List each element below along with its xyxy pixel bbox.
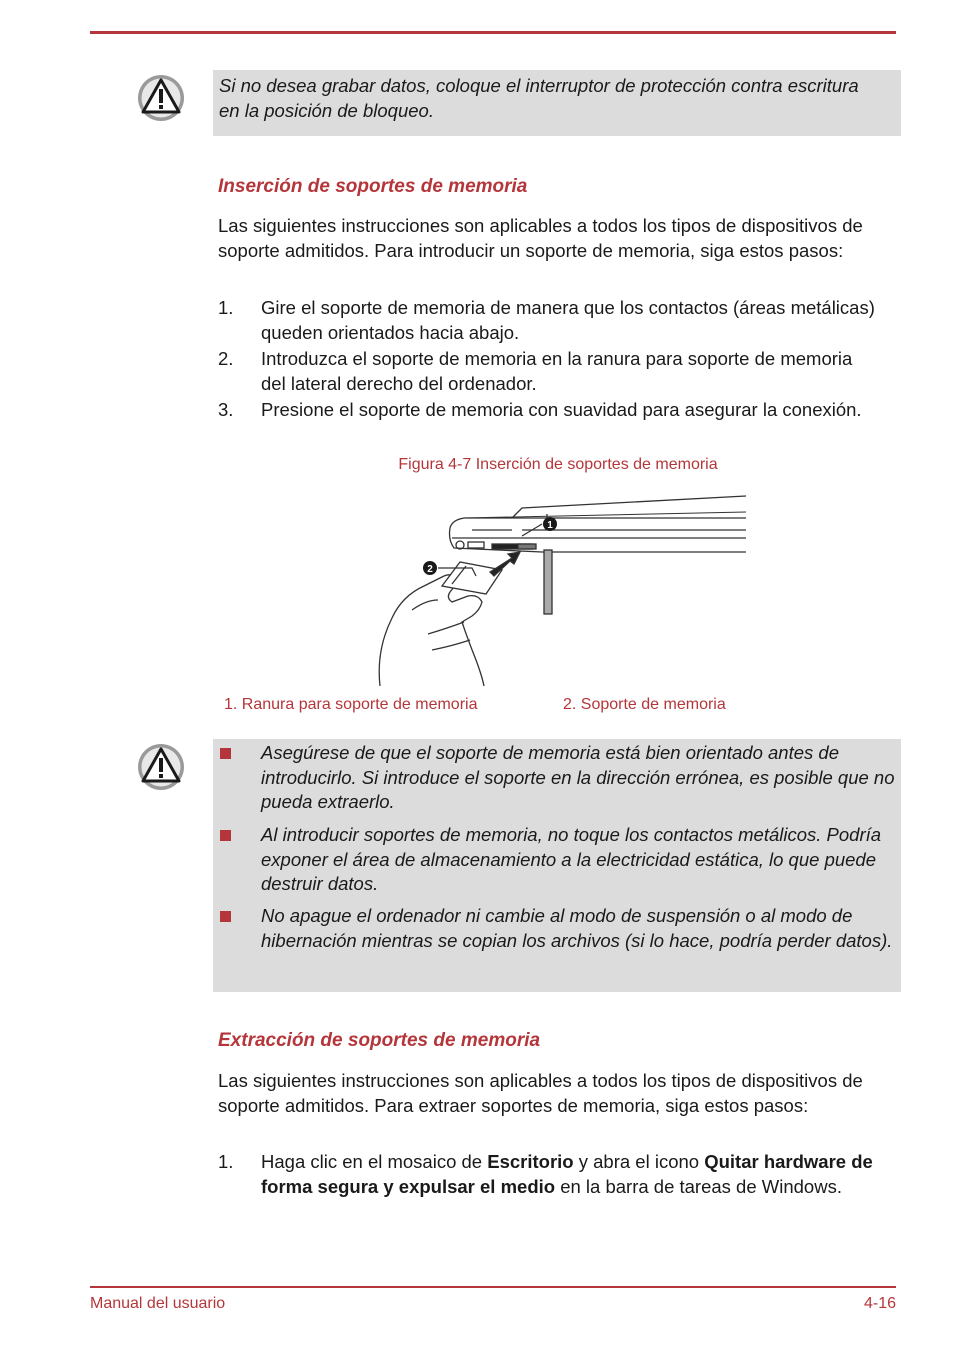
step-text: Introduzca el soporte de memoria en la ranura para soporte de memoria del lateral derecho del ordenador. [261,348,853,394]
page-number: 4-16 [863,1295,896,1312]
memory-card-insertion-illustration [372,490,746,686]
safely-remove-icon-term: Quitar hardware de forma segura y expulsar el medio [261,1151,873,1197]
step-number: 2. [218,348,234,369]
insertion-heading: Inserción de soportes de memoria [218,176,528,197]
insertion-intro: Las siguientes instrucciones son aplicables a todos los tipos de dispositivos de soporte admitidos. Para introducir un soporte de memoria, siga estos pasos: [218,215,863,261]
bullet-square-icon [220,830,231,841]
header-rule [90,31,896,34]
legend-item-card: 2. Soporte de memoria [563,696,726,713]
extraction-heading: Extracción de soportes de memoria [218,1030,541,1051]
desktop-tile-term: Escritorio [487,1151,574,1172]
callout-1: 1 [547,520,553,531]
step-number: 3. [218,399,234,420]
bullet-text: No apague el ordenador ni cambie al modo de suspensión o al modo de hibernación mientras se copian los archivos (si lo hace, podría perder datos). [261,905,893,951]
extraction-intro: Las siguientes instrucciones son aplicables a todos los tipos de dispositivos de soporte admitidos. Para extraer soportes de memoria, siga estos pasos: [218,1070,863,1116]
figure-caption: Figura 4-7 Inserción de soportes de memoria [398,456,718,473]
callout-2: 2 [427,564,433,575]
bullet-square-icon [220,911,231,922]
step-text: Haga clic en el mosaico de Escritorio y abra el icono Quitar hardware de forma segura y expulsar el medio en la barra de tareas de Windows. [261,1151,873,1197]
legend-item-slot: 1. Ranura para soporte de memoria [224,696,478,713]
memory-card-warnings-note [213,739,901,992]
step-number: 1. [218,1151,234,1172]
bullet-text: Al introducir soportes de memoria, no toque los contactos metálicos. Podría exponer el área de almacenamiento a la electricidad estática, lo que puede destruir datos. [261,824,882,894]
warning-triangle-icon [137,72,185,124]
warning-triangle-icon [137,741,185,793]
bullet-square-icon [220,748,231,759]
write-protect-note [213,70,901,136]
note-text: Si no desea grabar datos, coloque el interruptor de protección contra escritura en la posición de bloqueo. [219,75,859,121]
footer-rule [90,1286,896,1288]
step-text: Gire el soporte de memoria de manera que los contactos (áreas metálicas) queden orientados hacia abajo. [261,297,875,343]
step-number: 1. [218,297,234,318]
step-text: Presione el soporte de memoria con suavidad para asegurar la conexión. [261,399,862,420]
footer-title: Manual del usuario [90,1295,226,1312]
bullet-text: Asegúrese de que el soporte de memoria está bien orientado antes de introducirlo. Si introduce el soporte en la dirección errónea, es posible que no pueda extraerlo. [261,742,895,812]
